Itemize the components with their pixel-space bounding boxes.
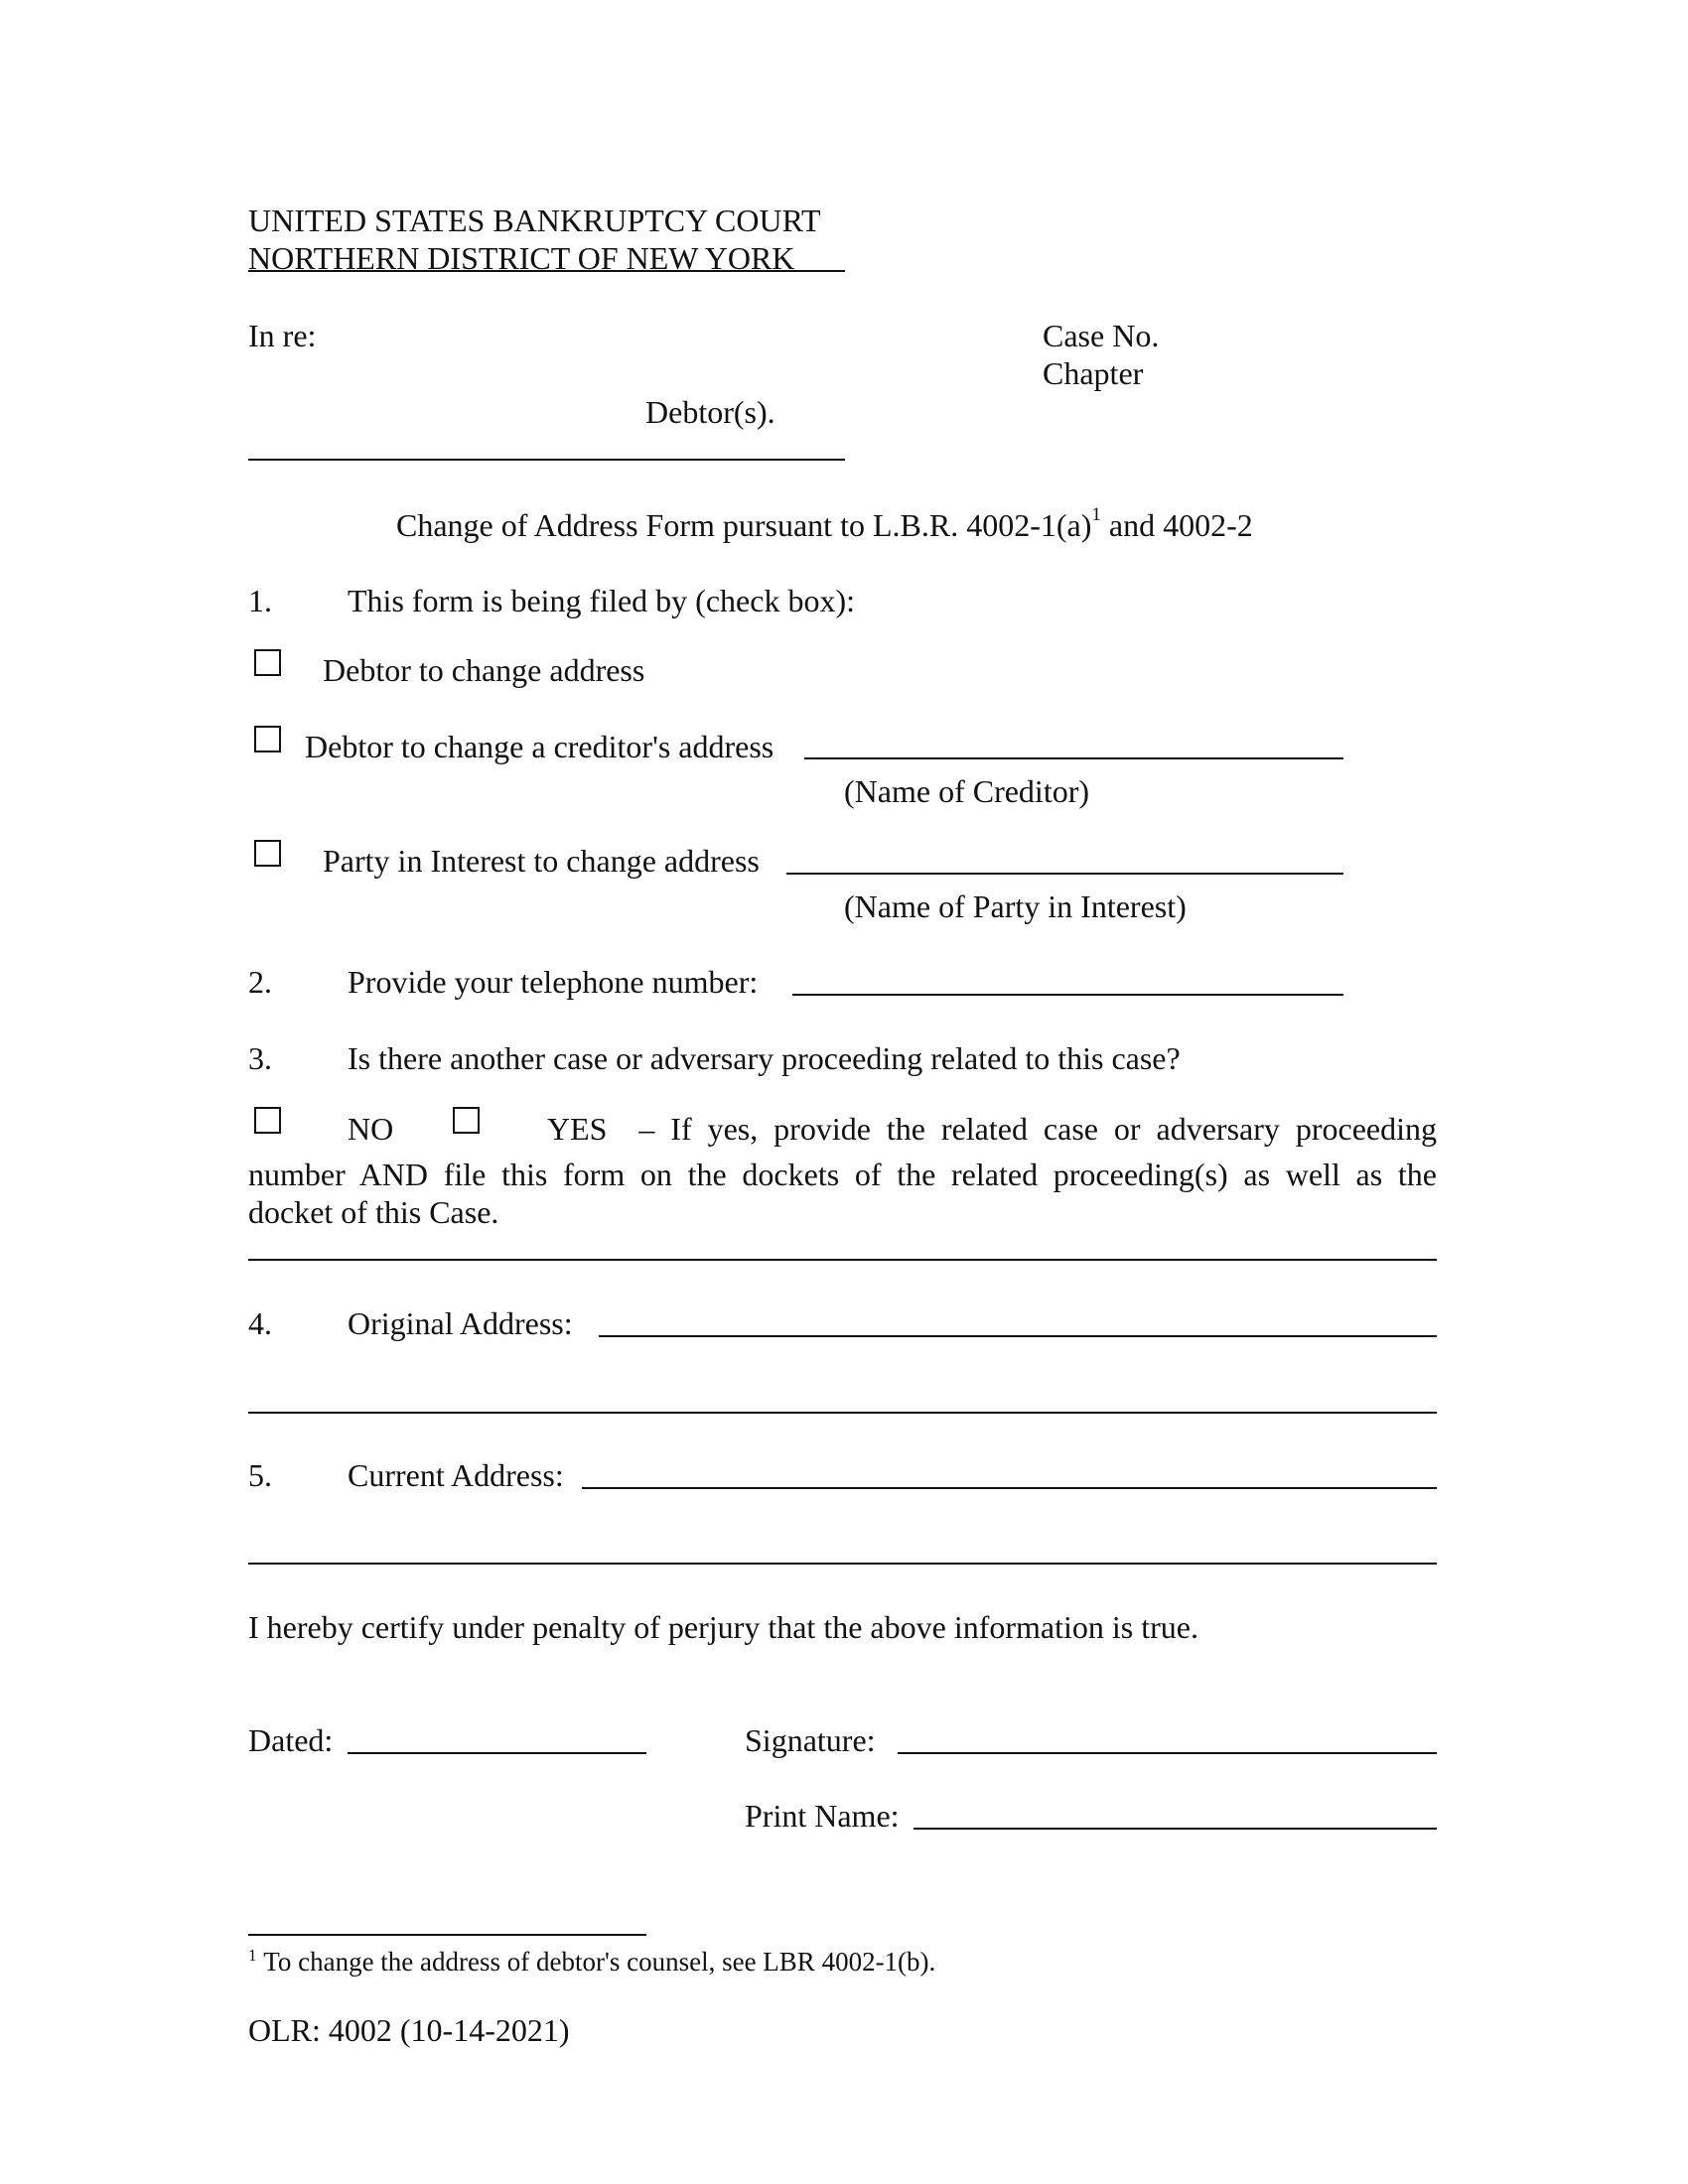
original-address-label: Original Address: [348,1305,573,1341]
debtors-label: Debtor(s). [645,394,775,430]
creditor-address-label: Debtor to change a creditor's address [305,729,774,764]
related-case-yes-text-line1: YES – If yes, provide the related case or adversary proceeding [547,1111,1438,1147]
title-footnote-mark: 1 [1091,504,1101,525]
footnote-text: To change the address of debtor's counsel, see LBR 4002-1(b). [263,1947,936,1977]
related-case-no-checkbox[interactable] [254,1107,281,1134]
related-case-no-label: NO [348,1111,394,1147]
section-1-heading: This form is being filed by (check box): [348,583,855,618]
telephone-label: Provide your telephone number: [348,964,759,1000]
form-title: Change of Address Form pursuant to L.B.R. $4002-1(a)^1$ and 4002-2 [396,504,1253,543]
court-name: UNITED STATES BANKRUPTCY COURT [248,203,821,238]
original-address-field-line2[interactable] [248,1412,1437,1414]
form-id: OLR: 4002 (10-14-2021) [248,2012,570,2048]
footnote-mark: 1 [248,1946,257,1965]
creditor-address-checkbox[interactable] [254,726,281,752]
party-in-interest-label: Party in Interest to change address [323,843,760,879]
related-case-number-field[interactable] [248,1259,1437,1261]
footnote-separator [248,1934,646,1936]
debtor-change-address-label: Debtor to change address [323,652,645,688]
chapter-label: Chapter [1043,355,1144,391]
section-5-number: 5. [248,1457,272,1493]
case-no-label: Case No. [1043,318,1160,353]
related-case-yes-text-line2: number AND file this form on the dockets of the related proceeding(s) as well as the [248,1157,1437,1192]
district-underline [248,270,845,272]
caption-rule [248,459,845,461]
section-1-number: 1. [248,583,272,618]
section-3-number: 3. [248,1040,272,1076]
telephone-field[interactable] [792,994,1343,996]
print-name-field[interactable] [914,1828,1437,1830]
dated-field[interactable] [348,1752,646,1754]
party-in-interest-checkbox[interactable] [254,840,281,867]
party-name-caption: (Name of Party in Interest) [844,888,1187,924]
signature-label: Signature: [745,1722,876,1758]
current-address-field-line1[interactable] [582,1487,1437,1489]
current-address-label: Current Address: [348,1457,564,1493]
section-2-number: 2. [248,964,272,1000]
footnote [248,1946,936,1977]
print-name-label: Print Name: [745,1798,900,1834]
signature-field[interactable] [898,1752,1437,1754]
section-4-number: 4. [248,1305,272,1341]
current-address-field-line2[interactable] [248,1563,1437,1565]
debtor-change-address-checkbox[interactable] [254,649,281,676]
original-address-field-line1[interactable] [599,1335,1437,1337]
court-district: NORTHERN DISTRICT OF NEW YORK [248,240,795,276]
certification-statement: I hereby certify under penalty of perjury that the above information is true. [248,1609,1198,1645]
dated-label: Dated: [248,1722,334,1758]
party-name-field[interactable] [786,873,1343,875]
related-case-yes-checkbox[interactable] [453,1107,480,1134]
related-case-question: Is there another case or adversary proceeding related to this case? [348,1040,1181,1076]
creditor-name-caption: (Name of Creditor) [844,773,1090,809]
in-re-label: In re: [248,318,317,353]
related-case-yes-text-line3: docket of this Case. [248,1194,499,1230]
creditor-name-field[interactable] [804,757,1343,759]
